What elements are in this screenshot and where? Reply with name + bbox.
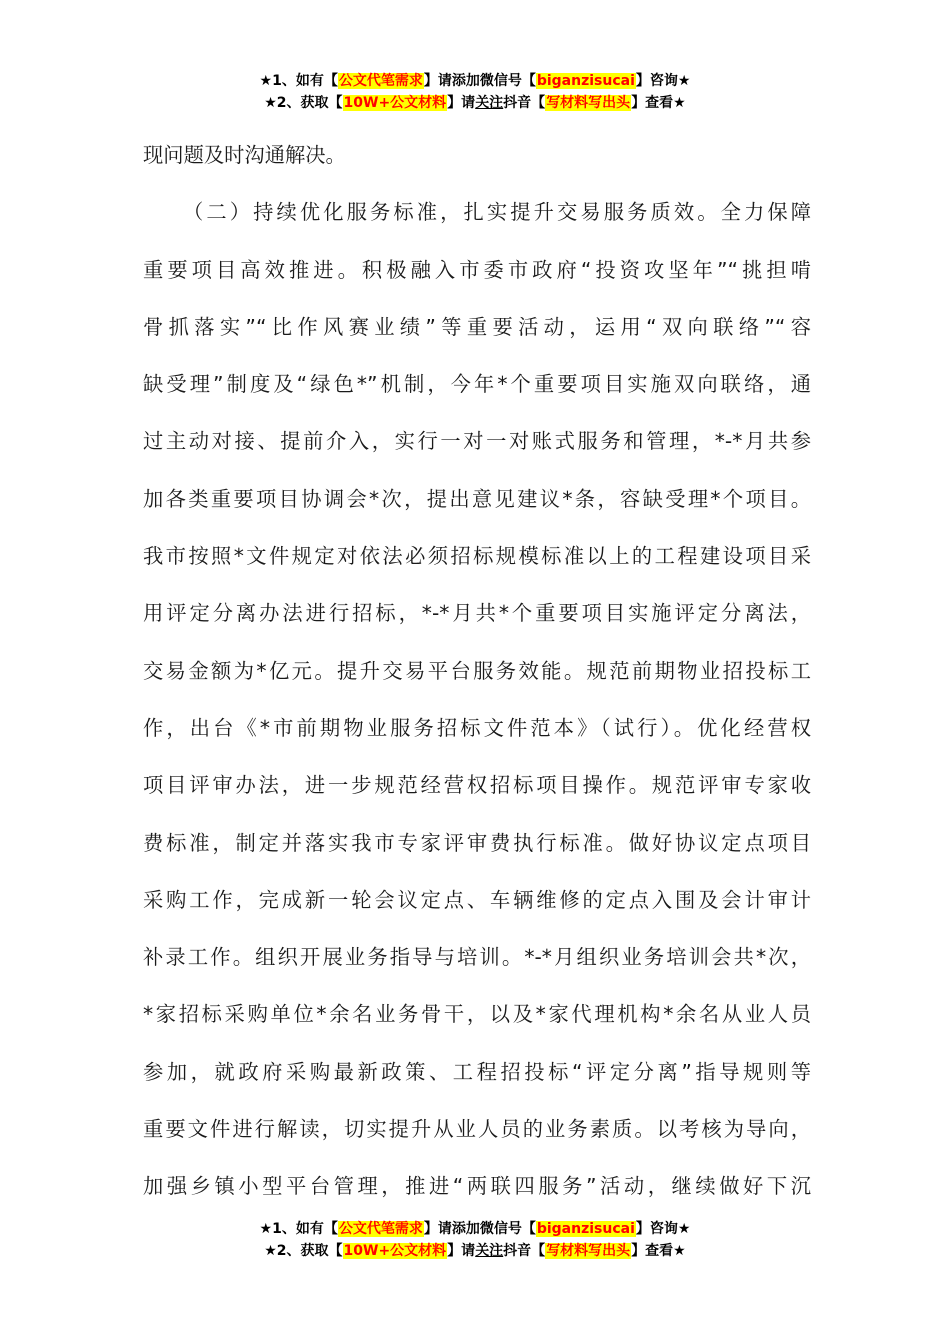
highlight-douyin-account: 写材料写出头 (546, 1243, 631, 1259)
highlight-ghostwriting: 公文代笔需求 (338, 73, 423, 89)
text-line: 缺受理”制度及“绿色*”机制，今年*个重要项目实施双向联络，通 (143, 372, 811, 397)
text-line: 重要项目高效推进。积极融入市委市政府“投资攻坚年”“挑担啃 (143, 257, 811, 282)
text-line: 交易金额为*亿元。提升交易平台服务效能。规范前期物业招投标工 (143, 658, 811, 683)
highlight-materials: 10W+公文材料 (343, 95, 447, 111)
underline-follow: 关注 (475, 1243, 504, 1259)
highlight-douyin-account: 写材料写出头 (546, 95, 631, 111)
highlight-ghostwriting: 公文代笔需求 (338, 1221, 423, 1237)
text-line: 费标准，制定并落实我市专家评审费执行标准。做好协议定点项目 (143, 830, 811, 855)
highlight-materials: 10W+公文材料 (343, 1243, 447, 1259)
text-line: （二）持续优化服务标准，扎实提升交易服务质效。全力保障 (183, 200, 811, 225)
text-line: 加强乡镇小型平台管理，推进“两联四服务”活动，继续做好下沉 (143, 1174, 811, 1199)
text-line: 用评定分离办法进行招标，*-*月共*个重要项目实施评定分离法， (143, 601, 811, 626)
text-line: 骨抓落实”“比作风赛业绩”等重要活动，运用“双向联络”“容 (143, 314, 811, 339)
text-line: 作，出台《*市前期物业服务招标文件范本》（试行）。优化经营权 (143, 715, 811, 740)
text-line: *家招标采购单位*余名业务骨干，以及*家代理机构*余名从业人员 (143, 1002, 811, 1027)
underline-follow: 关注 (475, 95, 504, 111)
text-line: 项目评审办法，进一步规范经营权招标项目操作。规范评审专家收 (143, 773, 811, 798)
banner-line-1: ★1、如有【公文代笔需求】请添加微信号【biganzisucai】咨询★ (259, 73, 691, 89)
text-line: 现问题及时沟通解决。 (143, 143, 346, 167)
text-line: 补录工作。组织开展业务指导与培训。*-*月组织业务培训会共*次， (143, 945, 811, 970)
banner-line-1: ★1、如有【公文代笔需求】请添加微信号【biganzisucai】咨询★ (259, 1221, 691, 1237)
document-body (143, 127, 811, 1216)
text-line: 过主动对接、提前介入，实行一对一对账式服务和管理，*-*月共参 (143, 429, 811, 454)
header-banner (0, 70, 950, 114)
text-line: 重要文件进行解读，切实提升从业人员的业务素质。以考核为导向， (143, 1117, 811, 1142)
text-line: 加各类重要项目协调会*次，提出意见建议*条，容缺受理*个项目。 (143, 486, 811, 511)
banner-line-2: ★2、获取【10W+公文材料】请关注抖音【写材料写出头】查看★ (264, 95, 686, 111)
footer-banner (0, 1218, 950, 1262)
highlight-wechat-id: biganzisucai (536, 1221, 635, 1237)
text-line: 参加，就政府采购最新政策、工程招投标“评定分离”指导规则等 (143, 1059, 811, 1084)
text-line: 我市按照*文件规定对依法必须招标规模标准以上的工程建设项目采 (143, 544, 811, 569)
text-line: 采购工作，完成新一轮会议定点、车辆维修的定点入围及会计审计 (143, 887, 811, 912)
highlight-wechat-id: biganzisucai (536, 73, 635, 89)
banner-line-2: ★2、获取【10W+公文材料】请关注抖音【写材料写出头】查看★ (264, 1243, 686, 1259)
